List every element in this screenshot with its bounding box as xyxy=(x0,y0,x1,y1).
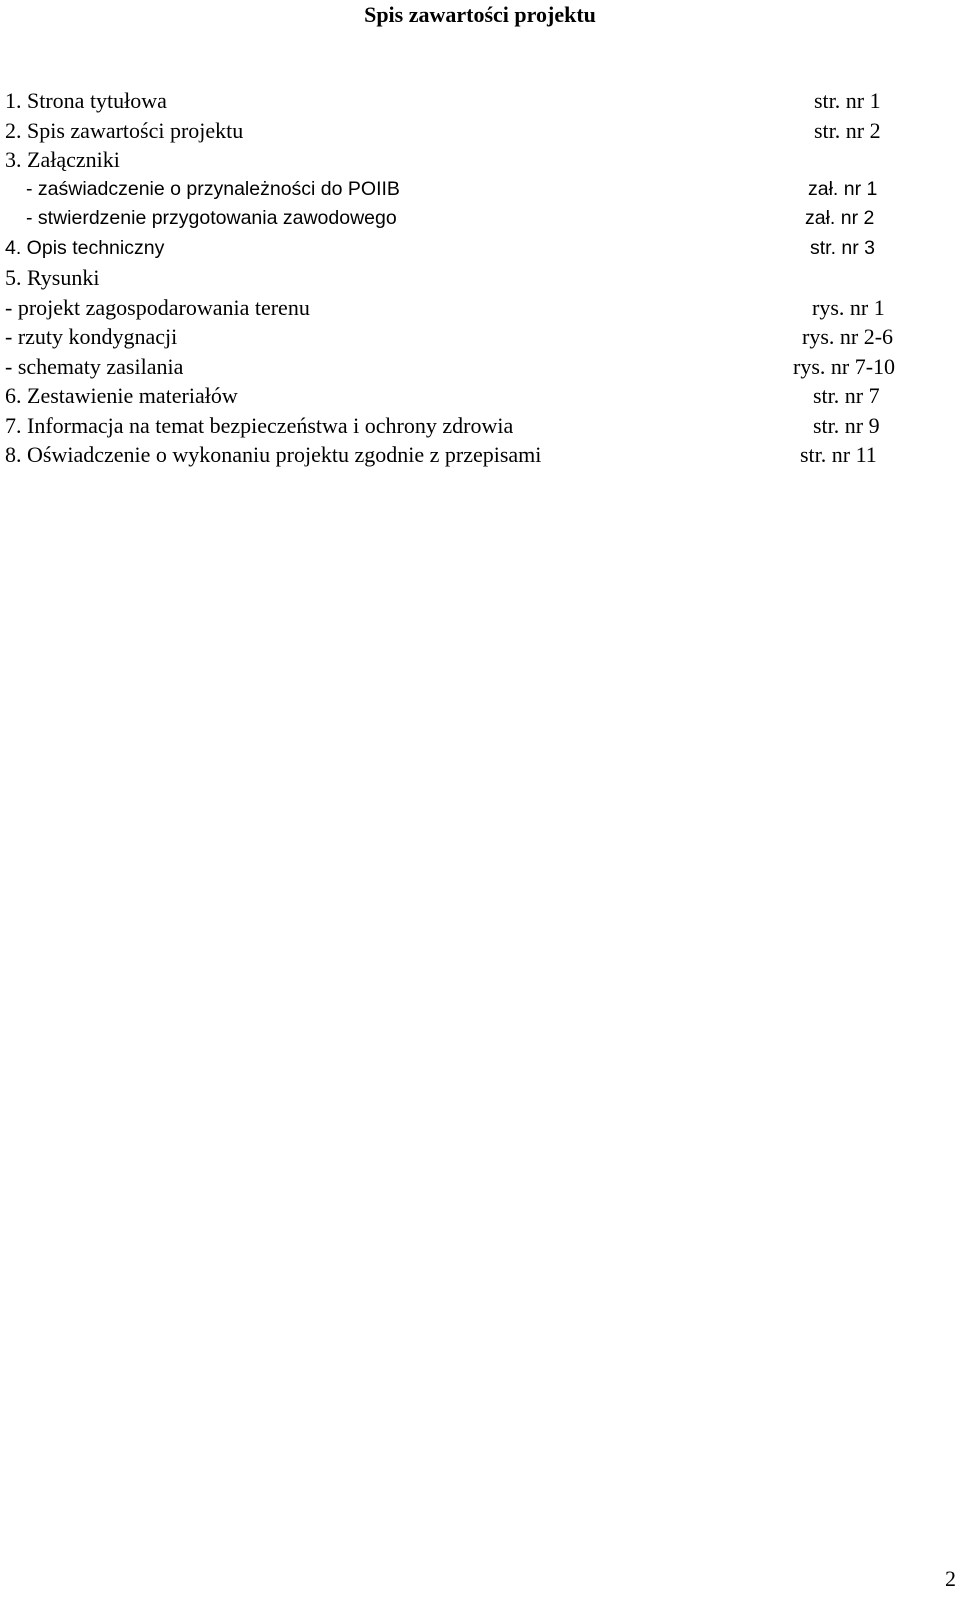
page-title: Spis zawartości projektu xyxy=(364,2,596,27)
page-number: 2 xyxy=(945,1566,956,1591)
toc-item-label: - rzuty kondygnacji xyxy=(5,324,178,349)
toc-item-label: 4. Opis techniczny xyxy=(5,236,165,259)
toc-item-label: 5. Rysunki xyxy=(5,265,100,290)
toc-item-label: 6. Zestawienie materiałów xyxy=(5,383,238,408)
toc-item-strona-tytulowa xyxy=(0,86,960,116)
toc-item-ref: zał. nr 2 xyxy=(805,207,875,229)
toc-item-zestawienie-materialow xyxy=(0,381,960,411)
toc-item-label: 8. Oświadczenie o wykonaniu projektu zgodnie z przepisami xyxy=(5,442,542,467)
toc-item-ref: str. nr 11 xyxy=(800,442,877,467)
toc-subitem-projekt-zagospodarowania xyxy=(0,293,960,323)
toc-item-ref: rys. nr 7-10 xyxy=(793,353,896,379)
table-of-contents xyxy=(0,86,960,470)
toc-item-ref: rys. nr 1 xyxy=(812,294,885,320)
toc-item-spis-zawartosci xyxy=(0,116,960,146)
toc-item-ref: str. nr 2 xyxy=(814,117,881,143)
toc-subitem-schematy-zasilania xyxy=(0,352,960,382)
toc-subitem-rzuty-kondygnacji xyxy=(0,322,960,352)
toc-item-ref: str. nr 3 xyxy=(810,236,876,259)
toc-item-zalaczniki xyxy=(0,145,960,175)
toc-item-ref: str. nr 7 xyxy=(813,383,880,408)
toc-item-ref: zał. nr 1 xyxy=(808,177,878,200)
toc-item-label: 7. Informacja na temat bezpieczeństwa i ochrony zdrowia xyxy=(5,412,514,438)
toc-item-ref: rys. nr 2-6 xyxy=(802,324,894,349)
toc-item-opis-techniczny xyxy=(0,234,960,264)
toc-item-label: - zaświadczenie o przynależności do POIIB xyxy=(26,177,400,200)
toc-item-oswiadczenie xyxy=(0,440,960,470)
toc-item-label: - stwierdzenie przygotowania zawodowego xyxy=(26,207,397,229)
toc-item-label: 1. Strona tytułowa xyxy=(5,88,167,113)
toc-item-informacja-bioz xyxy=(0,411,960,441)
toc-item-label: 2. Spis zawartości projektu xyxy=(5,117,244,143)
toc-item-ref: str. nr 1 xyxy=(814,88,881,113)
toc-item-label: 3. Załączniki xyxy=(5,147,120,172)
toc-item-label: - schematy zasilania xyxy=(5,353,184,379)
toc-item-label: - projekt zagospodarowania terenu xyxy=(5,294,310,320)
toc-item-rysunki xyxy=(0,263,960,293)
toc-item-ref: str. nr 9 xyxy=(813,412,880,438)
toc-subitem-stwierdzenie xyxy=(0,204,960,234)
toc-subitem-zaswiadczenie xyxy=(0,175,960,205)
